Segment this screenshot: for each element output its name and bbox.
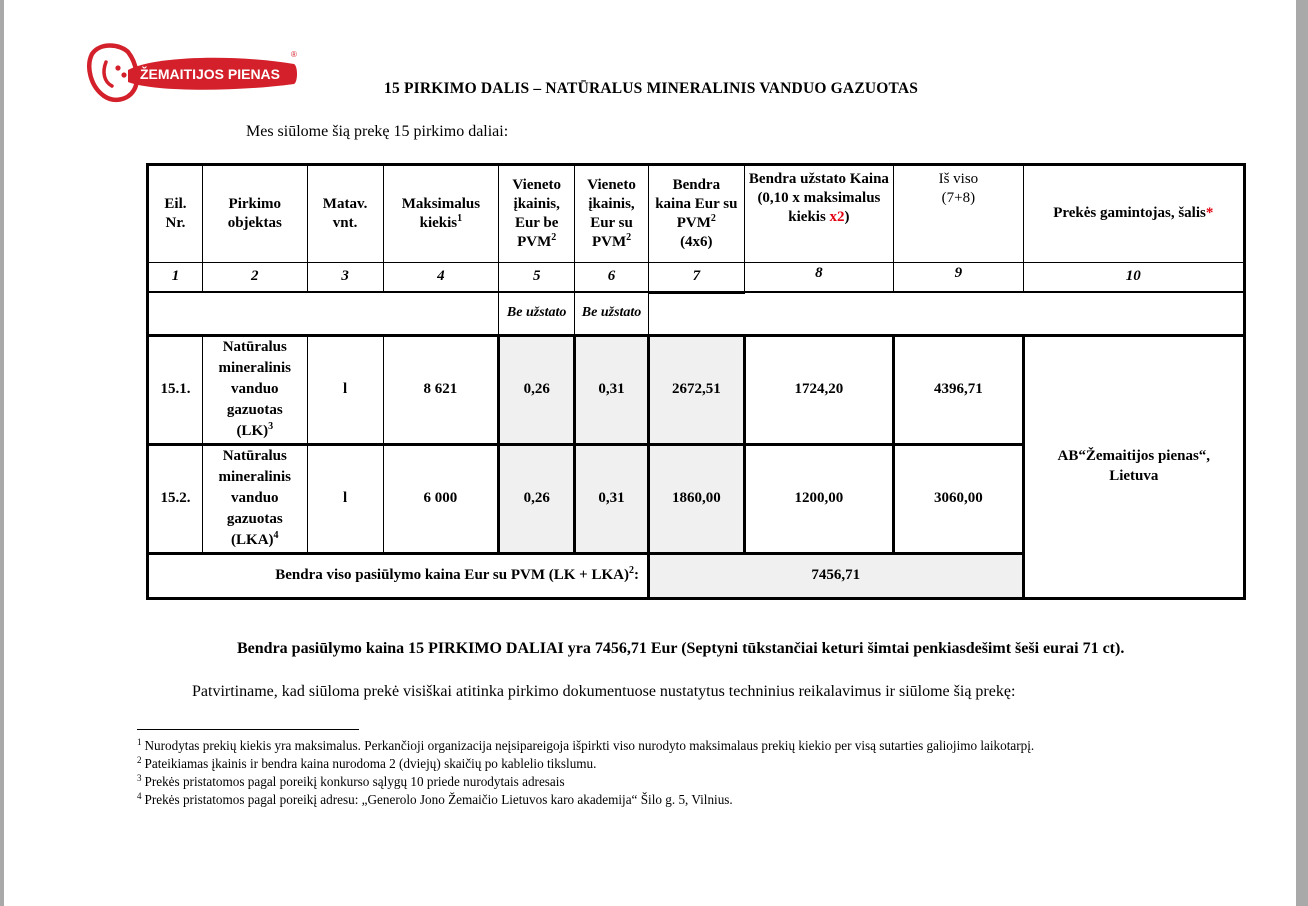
- column-number: 9: [894, 263, 1023, 293]
- footnote-text: Prekės pristatomos pagal poreikį adresu: „Generolo Jono Žemaičio Lietuvos karo akademija“ Šilo g. 5, Vilnius.: [144, 792, 733, 807]
- offer-table: [146, 163, 1246, 600]
- footnote-mark: 4: [137, 790, 142, 801]
- footnote-ref: 1: [457, 213, 463, 224]
- header-unit-price-no-vat-label: Vieneto įkainis, Eur be PVM: [512, 176, 561, 251]
- header-deposit-multiplier: x2: [829, 209, 845, 226]
- header-max-quantity: [383, 165, 499, 263]
- footnote-mark: 1: [137, 736, 142, 747]
- total-price: 2672,51: [648, 335, 744, 444]
- column-number: 10: [1023, 263, 1244, 293]
- product-name: [202, 335, 307, 444]
- header-total-price-label: Bendra kaina Eur su PVM: [655, 176, 738, 231]
- total-price: 1860,00: [648, 444, 744, 553]
- row-number: 15.1.: [148, 335, 203, 444]
- header-total-price: [648, 165, 744, 263]
- quantity: 6 000: [383, 444, 499, 553]
- manufacturer: AB“Žemaitijos pienas“, Lietuva: [1023, 335, 1244, 598]
- column-number: 3: [307, 263, 383, 293]
- footnote-text: Pateikiamas įkainis ir bendra kaina nurodoma 2 (dviejų) skaičių po kablelio tikslumu.: [144, 756, 597, 771]
- footnote: [137, 755, 1034, 773]
- header-max-quantity-label: Maksimalus kiekis: [401, 195, 481, 231]
- header-unit-price-no-vat: [499, 165, 575, 263]
- price-vat: 0,31: [575, 444, 649, 553]
- footnote-ref: 2: [628, 564, 634, 576]
- product-name-text: Natūralus mineralinis vanduo gazuotas (LK): [218, 339, 292, 439]
- column-number: 4: [383, 263, 499, 293]
- footnote-ref: 2: [710, 213, 716, 224]
- row-number: 15.2.: [148, 444, 203, 553]
- footnotes: [137, 737, 1034, 809]
- price-no-vat: 0,26: [499, 335, 575, 444]
- footnote: [137, 737, 1034, 755]
- deposit-price: 1200,00: [744, 444, 893, 553]
- grand-total: 4396,71: [894, 335, 1023, 444]
- grand-total: 3060,00: [894, 444, 1023, 553]
- unit: l: [307, 335, 383, 444]
- be-uzstato-note: Be užstato: [575, 292, 649, 335]
- total-label-text: Bendra viso pasiūlymo kaina Eur su PVM (LK + LKA): [275, 566, 629, 583]
- quantity: 8 621: [383, 335, 499, 444]
- required-star: *: [1205, 205, 1214, 222]
- registered-mark: ®: [291, 50, 297, 59]
- header-object: Pirkimo objektas: [202, 165, 307, 263]
- logo-text: ŽEMAITIJOS PIENAS: [139, 66, 281, 82]
- footnote-divider: [137, 729, 359, 730]
- footnote: [137, 773, 1034, 791]
- header-deposit-label: Bendra užstato Kaina (0,10 x maksimalus kiekis: [748, 171, 889, 226]
- intro-text: Mes siūlome šią prekę 15 pirkimo daliai:: [246, 123, 509, 140]
- header-grand-total-label: Iš viso: [938, 171, 979, 187]
- confirmation-text: Patvirtiname, kad siūloma prekė visiškai atitinka pirkimo dokumentuose nustatytus techninius reikalavimus ir siūlome šią prekę:: [192, 683, 1016, 700]
- blank-cell: [148, 292, 499, 335]
- total-label: [148, 553, 649, 598]
- footnote-ref: 4: [273, 530, 279, 541]
- total-label-colon: :: [633, 566, 639, 583]
- header-row-number: Eil. Nr.: [148, 165, 203, 263]
- deposit-price: 1724,20: [744, 335, 893, 444]
- table-row: [148, 335, 1245, 444]
- footnote-text: Prekės pristatomos pagal poreikį konkurso sąlygų 10 priede nurodytais adresais: [144, 774, 565, 789]
- offer-summary: Bendra pasiūlymo kaina 15 PIRKIMO DALIAI yra 7456,71 Eur (Septyni tūkstančiai keturi šimtai penkiasdešimt šeši eurai 71 ct).: [237, 640, 1125, 657]
- header-manufacturer-label: Prekės gamintojas, šalis: [1053, 205, 1206, 222]
- footnote: [137, 791, 1034, 809]
- footnote-ref: 2: [626, 232, 632, 244]
- product-name-text: Natūralus mineralinis vanduo gazuotas (LKA): [218, 448, 292, 548]
- column-number: 2: [202, 263, 307, 293]
- document-title: 15 PIRKIMO DALIS – NATŪRALUS MINERALINIS VANDUO GAZUOTAS: [384, 80, 919, 97]
- column-number: 5: [499, 263, 575, 293]
- header-deposit: [744, 165, 893, 263]
- price-no-vat: 0,26: [499, 444, 575, 553]
- column-number: 1: [148, 263, 203, 293]
- header-total-formula: (4x6): [680, 234, 713, 251]
- document-page: [4, 0, 1296, 906]
- header-unit-price-vat-label: Vieneto įkainis, Eur su PVM: [587, 176, 636, 251]
- be-uzstato-note: Be užstato: [499, 292, 575, 335]
- table-header-row: [148, 165, 1245, 263]
- header-manufacturer: [1023, 165, 1244, 263]
- column-number: 7: [648, 263, 744, 293]
- unit: l: [307, 444, 383, 553]
- header-grand-total: [894, 165, 1023, 263]
- column-number: 6: [575, 263, 649, 293]
- header-unit-price-vat: [575, 165, 649, 263]
- header-deposit-close: ): [844, 209, 850, 226]
- footnote-mark: 2: [137, 754, 142, 765]
- header-grand-total-formula: (7+8): [941, 190, 976, 207]
- header-unit: Matav. vnt.: [307, 165, 383, 263]
- product-name: [202, 444, 307, 553]
- total-value: 7456,71: [648, 553, 1023, 598]
- footnote-mark: 3: [137, 772, 142, 783]
- deposit-note-row: [148, 292, 1245, 335]
- column-number-row: [148, 263, 1245, 293]
- price-vat: 0,31: [575, 335, 649, 444]
- footnote-ref: 3: [268, 421, 274, 432]
- footnote-text: Nurodytas prekių kiekis yra maksimalus. Perkančioji organizacija neįsipareigoja išpirkti viso nurodyto maksimalaus prekių kiekio per visą sutarties galiojimo laikotarpį.: [144, 738, 1035, 753]
- zemaitijos-pienas-logo: [84, 42, 304, 104]
- footnote-ref: 2: [551, 232, 557, 244]
- blank-cell: [648, 292, 1244, 335]
- column-number: 8: [744, 263, 893, 293]
